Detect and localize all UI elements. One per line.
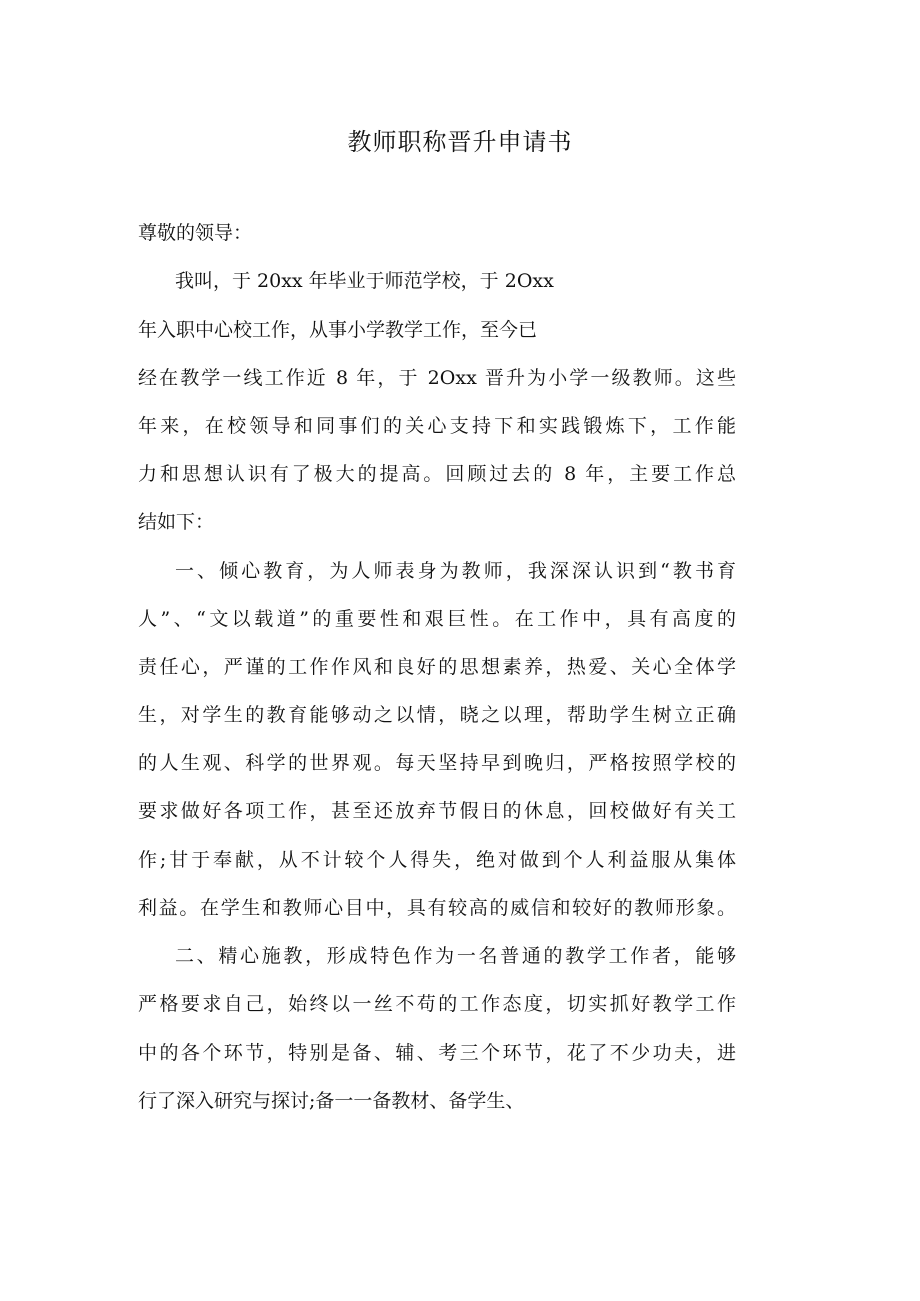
body-line: 的人生观、科学的世界观。每天坚持早到晚归，严格按照学校的 (138, 752, 736, 774)
body-line: 经在教学一线工作近 8 年，于 2Oxx 晋升为小学一级教师。这些 (138, 367, 736, 389)
body-line: 力和思想认识有了极大的提高。回顾过去的 8 年，主要工作总 (138, 463, 736, 485)
body-line: 行了深入研究与探讨;备一一备教材、备学生、 (138, 1090, 525, 1112)
body-line: 年入职中心校工作，从事小学教学工作，至今已 (138, 319, 538, 341)
body-line: 生，对学生的教育能够动之以情，晓之以理，帮助学生树立正确 (138, 704, 736, 726)
body-line: 年来，在校领导和同事们的关心支持下和实践锻炼下，工作能 (138, 415, 736, 437)
body-line: 一、倾心教育，为人师表身为教师，我深深认识到“教书育 (175, 560, 736, 582)
body-line: 责任心，严谨的工作作风和良好的思想素养，热爱、关心全体学 (138, 656, 736, 678)
salutation: 尊敬的领导： (138, 222, 253, 244)
body-line: 我叫，于 20xx 年毕业于师范学校，于 2Oxx (175, 270, 554, 292)
body-line: 人”、“文以载道”的重要性和艰巨性。在工作中，具有高度的 (138, 608, 736, 630)
body-line: 严格要求自己，始终以一丝不苟的工作态度，切实抓好教学工作 (138, 993, 736, 1015)
body-line: 作;甘于奉献，从不计较个人得失，绝对做到个人利益服从集体 (138, 849, 736, 871)
body-line: 利益。在学生和教师心目中，具有较高的威信和较好的教师形象。 (138, 897, 736, 919)
body-line: 二、精心施教，形成特色作为一名普通的教学工作者，能够 (175, 945, 736, 967)
body-line: 中的各个环节，特别是备、辅、考三个环节，花了不少功夫，进 (138, 1042, 736, 1064)
body-line: 结如下： (138, 511, 215, 533)
body-line: 要求做好各项工作，甚至还放弃节假日的休息，回校做好有关工 (138, 800, 736, 822)
document-title: 教师职称晋升申请书 (347, 128, 573, 156)
